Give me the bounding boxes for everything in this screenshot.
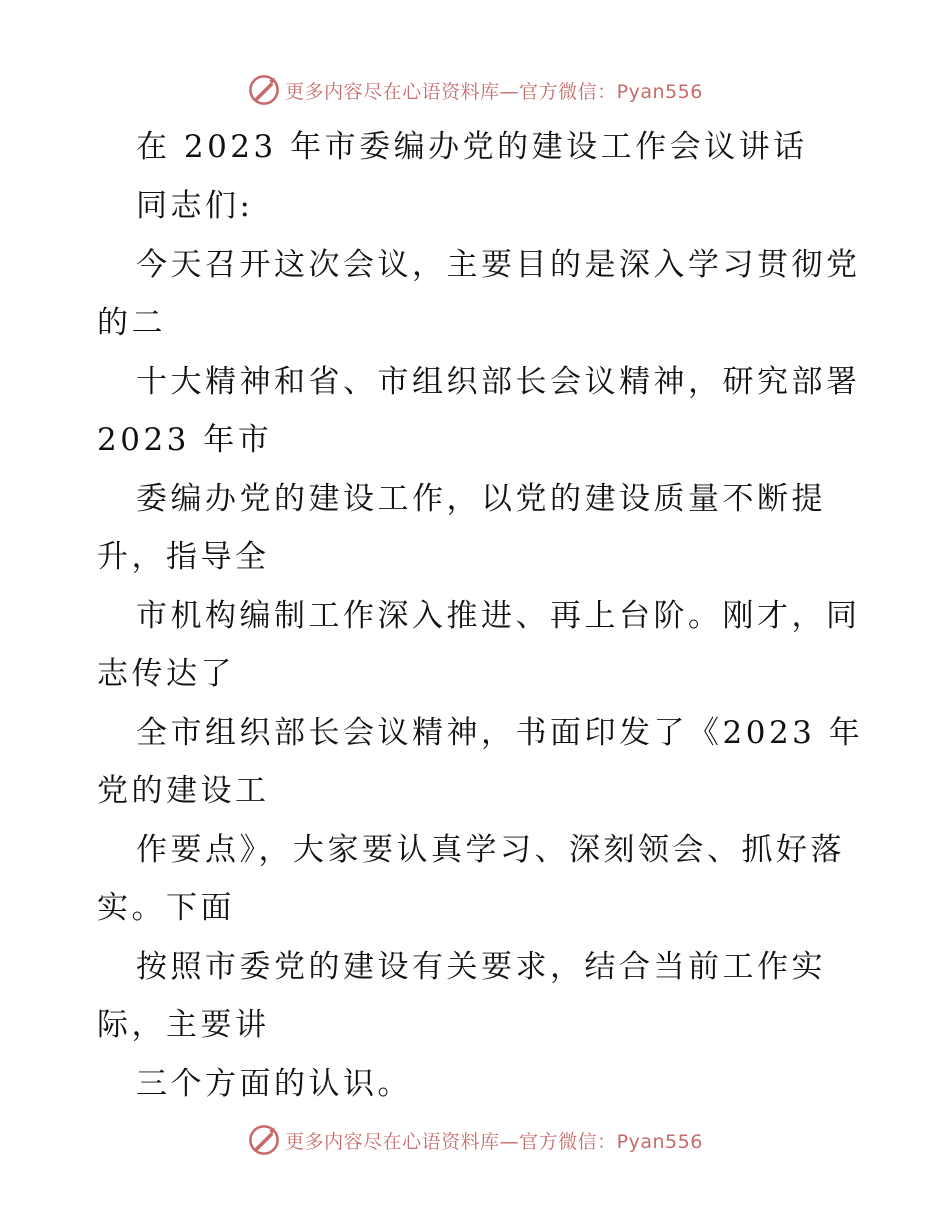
header-watermark-text: 更多内容尽在心语资料库—官方微信：Pyan556 — [285, 80, 703, 103]
paragraph-line: 委编办党的建设工作，以党的建设质量不断提 — [136, 481, 826, 517]
document-title: 在 2023 年市委编办党的建设工作会议讲话 — [136, 129, 808, 165]
footer-watermark — [0, 1120, 950, 1160]
paragraph-line: 按照市委党的建设有关要求，结合当前工作实 — [136, 949, 826, 985]
paragraph-line: 际，主要讲 — [97, 1007, 270, 1043]
paragraph-line: 实。下面 — [97, 890, 235, 926]
paragraph-line: 全市组织部长会议精神，书面印发了《2023 年 — [136, 715, 864, 751]
paragraph-line: 今天召开这次会议，主要目的是深入学习贯彻党 — [136, 247, 861, 283]
paragraph-line: 党的建设工 — [97, 773, 270, 809]
paragraph-line: 升，指导全 — [97, 539, 270, 575]
header-watermark — [0, 70, 950, 110]
paragraph-line: 志传达了 — [97, 656, 235, 692]
paragraph-line: 三个方面的认识。 — [136, 1066, 412, 1102]
paragraph-line: 2023 年市 — [97, 422, 273, 458]
paragraph-line: 市机构编制工作深入推进、再上台阶。刚才，同 — [136, 598, 861, 634]
paragraph-line: 十大精神和省、市组织部长会议精神，研究部署 — [136, 364, 861, 400]
greeting: 同志们: — [136, 188, 254, 224]
paragraph-line: 作要点》，大家要认真学习、深刻领会、抓好落 — [136, 832, 845, 868]
quill-logo-icon — [247, 73, 281, 107]
footer-watermark-text: 更多内容尽在心语资料库—官方微信：Pyan556 — [285, 1130, 703, 1153]
paragraph-line: 的二 — [97, 305, 166, 341]
quill-logo-icon — [247, 1123, 281, 1157]
